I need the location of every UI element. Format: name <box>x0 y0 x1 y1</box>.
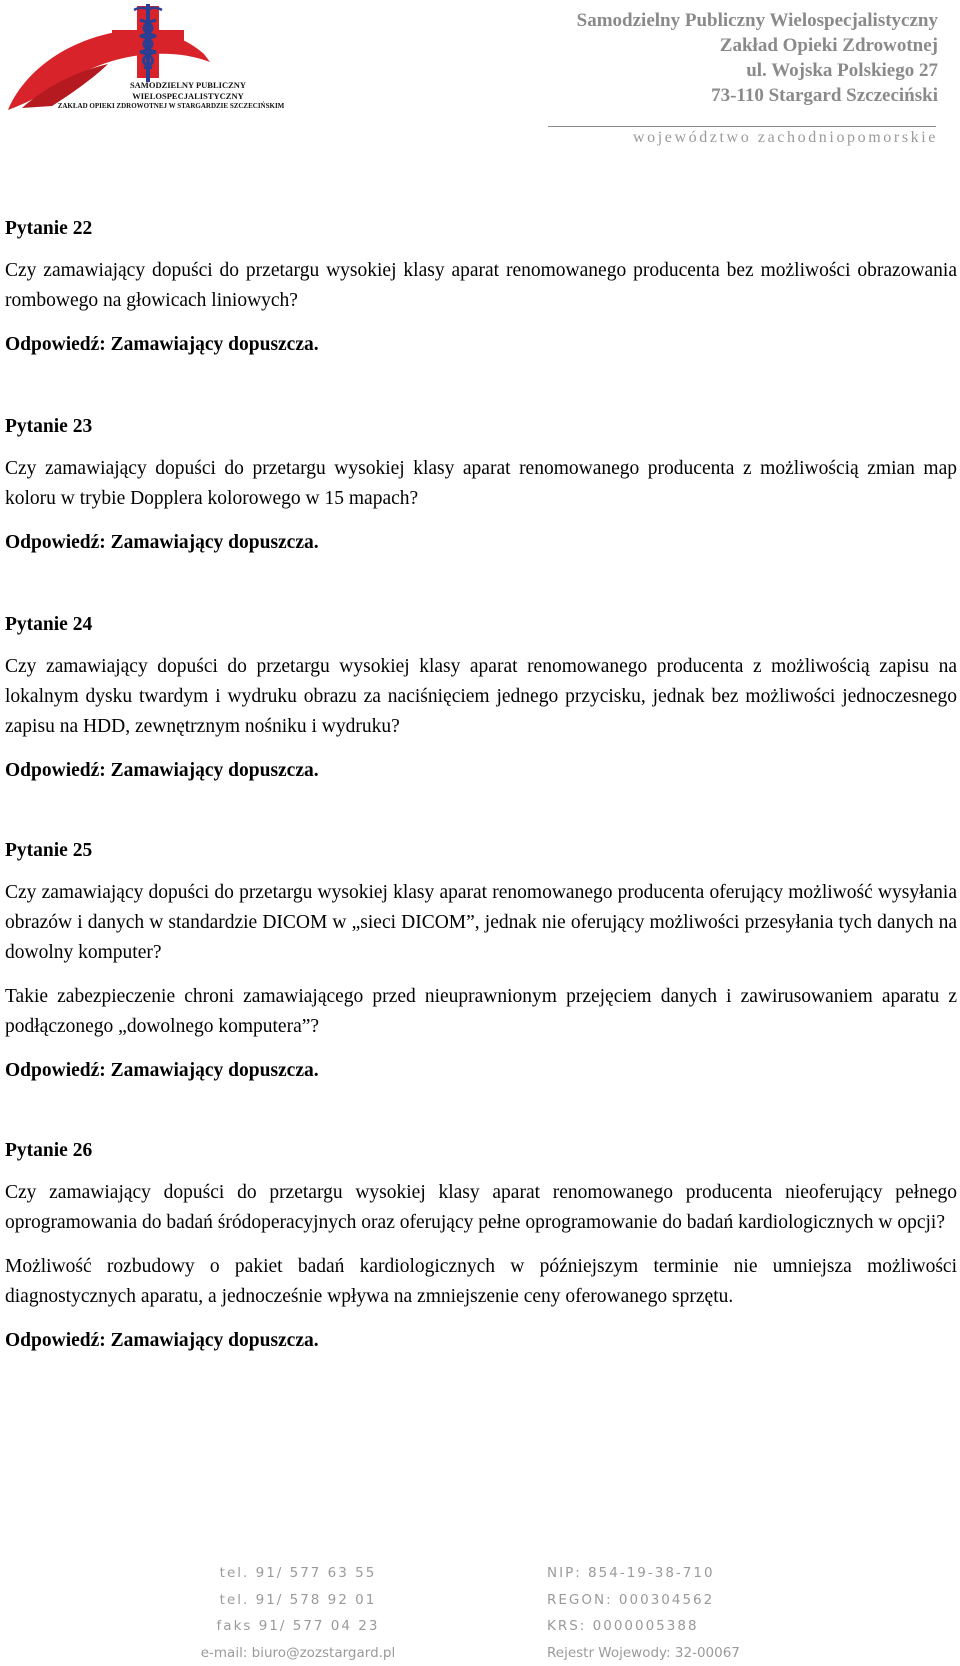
question-title: Pytanie 26 <box>5 1140 93 1161</box>
footer-phone-2: tel. 91/ 578 92 01 <box>219 1591 377 1608</box>
institution-city: 73-110 Stargard Szczeciński <box>711 85 938 106</box>
logo-line-2: WIELOSPECJALISTYCZNY <box>132 91 244 101</box>
question-title: Pytanie 23 <box>5 416 93 437</box>
logo-line-1: SAMODZIELNY PUBLICZNY <box>129 80 247 90</box>
region-label: województwo zachodniopomorskie <box>632 129 938 146</box>
footer-email: e-mail: biuro@zozstargard.pl <box>200 1644 396 1661</box>
footer-registry <box>547 1560 807 1666</box>
question-text: Czy zamawiający dopuści do przetargu wysokiej klasy aparat renomowanego producenta z możliwością zmian map koloru w trybie Dopplera kolorowego w 15 mapach? <box>5 458 957 509</box>
logo-line-3: ZAKŁAD OPIEKI ZDROWOTNEJ W STARGARDZIE SZCZECIŃSKIM <box>57 102 285 110</box>
question-title: Pytanie 22 <box>5 218 93 239</box>
footer-phone-1: tel. 91/ 577 63 55 <box>219 1565 377 1581</box>
question-answer: Odpowiedź: Zamawiający dopuszcza. <box>5 1060 319 1081</box>
question-text: Możliwość rozbudowy o pakiet badań kardiologicznych w późniejszym terminie nie umniejsza możliwości diagnostycznych aparatu, a jednocześnie wpływa na zmniejszenie ceny oferowanego sprzętu. <box>5 1256 957 1307</box>
question-text: Czy zamawiający dopuści do przetargu wysokiej klasy aparat renomowanego producenta bez możliwości obrazowania rombowego na głowicach liniowych? <box>5 260 957 311</box>
footer-nip: NIP: 854-19-38-710 <box>547 1565 715 1581</box>
institution-street: ul. Wojska Polskiego 27 <box>746 60 938 81</box>
question-23 <box>5 412 957 558</box>
question-title: Pytanie 25 <box>5 840 93 861</box>
question-answer: Odpowiedź: Zamawiający dopuszcza. <box>5 532 319 553</box>
question-24 <box>5 610 957 786</box>
question-22 <box>5 214 957 360</box>
question-text: Czy zamawiający dopuści do przetargu wysokiej klasy aparat renomowanego producenta nieoferujący pełnego oprogramowania do badań śródoperacyjnych oraz oferujący pełne oprogramowanie do badań kardiologicznych w opcji? <box>5 1182 957 1233</box>
question-answer: Odpowiedź: Zamawiający dopuszcza. <box>5 760 319 781</box>
institution-logo <box>4 2 286 116</box>
footer-registry-number: Rejestr Wojewody: 32-00067 <box>547 1644 740 1661</box>
question-26 <box>5 1136 957 1356</box>
footer-contacts <box>198 1560 398 1666</box>
questions-list <box>5 214 957 1356</box>
question-text: Takie zabezpieczenie chroni zamawiającego przed nieuprawnionym przejęciem danych i zawirusowaniem aparatu z podłączonego „dowolnego komputera”? <box>5 986 957 1037</box>
institution-name-line-2: Zakład Opieki Zdrowotnej <box>719 35 938 56</box>
institution-name-line-1: Samodzielny Publiczny Wielospecjalistyczny <box>576 10 938 31</box>
question-25 <box>5 836 957 1086</box>
question-text: Czy zamawiający dopuści do przetargu wysokiej klasy aparat renomowanego producenta oferujący możliwość wysyłania obrazów i danych w standardzie DICOM w „sieci DICOM”, jednak nie oferujący możliwości przesyłania tych danych na dowolny komputer? <box>5 882 957 963</box>
footer-regon: REGON: 000304562 <box>547 1591 715 1608</box>
question-answer: Odpowiedź: Zamawiający dopuszcza. <box>5 1330 319 1351</box>
header-divider <box>548 126 936 127</box>
footer <box>0 1560 960 1666</box>
question-title: Pytanie 24 <box>5 614 93 635</box>
footer-krs: KRS: 0000005388 <box>547 1618 699 1634</box>
question-answer: Odpowiedź: Zamawiający dopuszcza. <box>5 334 319 355</box>
question-text: Czy zamawiający dopuści do przetargu wysokiej klasy aparat renomowanego producenta z możliwością zapisu na lokalnym dysku twardym i wydruku obrazu za naciśnięciem jednego przycisku, jednak bez możliwości jednoczesnego zapisu na HDD, zewnętrznym nośniku i wydruku? <box>5 656 957 737</box>
footer-fax: faks 91/ 577 04 23 <box>216 1618 380 1634</box>
institution-address <box>577 8 938 108</box>
